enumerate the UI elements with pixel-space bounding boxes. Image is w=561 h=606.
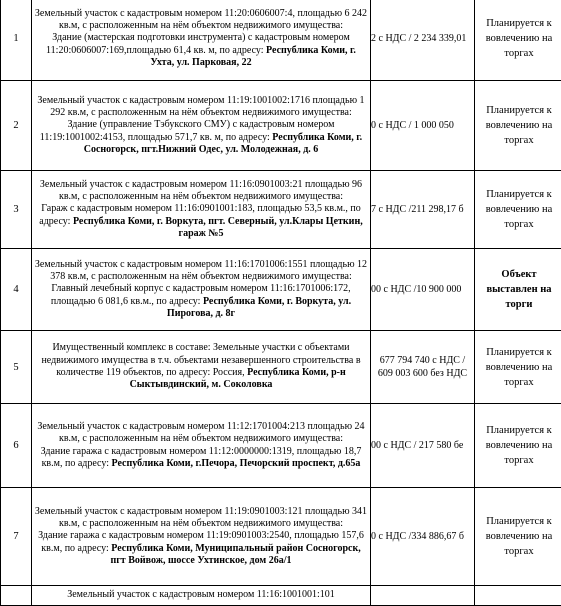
object-description-cell bbox=[32, 488, 371, 586]
price-value: 677 794 740 с НДС / 609 003 600 без НДС bbox=[371, 354, 474, 380]
object-address: Республика Коми, Муниципальный район Сосногорск, пгт Войвож, шоссе Ухтинское, дом 26а/1 bbox=[110, 543, 360, 566]
object-address: Республика Коми, г.Печора, Печорский проспект, д.65а bbox=[112, 458, 361, 469]
status-cell: Планируется к вовлечению на торгах bbox=[475, 488, 561, 586]
table-row bbox=[1, 0, 561, 81]
row-number: 6 bbox=[1, 404, 32, 488]
object-description: Земельный участок с кадастровым номером 11:16:1001001:101 bbox=[67, 589, 335, 600]
object-building: Главный лечебный корпус с кадастровым номером 11:16:1701006:172, площадью 6 081,6 кв.м., по адресу: bbox=[51, 283, 351, 306]
object-building: Здание гаража с кадастровым номером 11:12:0000000:1319, площадью 18,7 кв.м, по адресу: bbox=[41, 446, 362, 469]
row-number: 2 bbox=[1, 81, 32, 171]
object-description-cell bbox=[32, 404, 371, 488]
table-row bbox=[1, 586, 561, 606]
row-number: 7 bbox=[1, 488, 32, 586]
price-cell bbox=[371, 0, 475, 81]
status-cell: Объект выставлен на торги bbox=[475, 249, 561, 331]
object-description-cell bbox=[32, 0, 371, 81]
price-value: 0 с НДС /334 886,67 б bbox=[371, 530, 474, 543]
price-cell bbox=[371, 171, 475, 249]
object-description: Земельный участок с кадастровым номером 11:16:0901003:21 площадью 96 кв.м, с расположенным на нём объектом недвижимого имущества: bbox=[40, 179, 362, 202]
object-address: Республика Коми, р-н Сыктывдинский, м. Соколовка bbox=[130, 367, 346, 390]
price-cell bbox=[371, 404, 475, 488]
row-number: 4 bbox=[1, 249, 32, 331]
price-cell bbox=[371, 81, 475, 171]
status-cell bbox=[475, 586, 561, 606]
object-description-cell bbox=[32, 586, 371, 606]
price-value: 00 с НДС /10 900 000 bbox=[371, 283, 474, 296]
price-value: 0 с НДС / 1 000 050 bbox=[371, 119, 474, 132]
table-row bbox=[1, 331, 561, 404]
price-value: 7 с НДС /211 298,17 б bbox=[371, 203, 474, 216]
object-description: Земельный участок с кадастровым номером 11:16:1701006:1551 площадью 12 378 кв.м, с расположенным на нём объектом недвижимого имущества: bbox=[35, 259, 367, 282]
object-description: Имущественный комплекс в составе: Земельные участки с объектами недвижимого имущества в т.ч. объектами незавершенного строительства в количестве 119 объектов, по адресу: Россия, bbox=[41, 342, 360, 378]
table-row bbox=[1, 81, 561, 171]
row-number: 5 bbox=[1, 331, 32, 404]
object-address: Республика Коми, г. Сосногорск, пгт.Нижний Одес, ул. Молодежная, д. 6 bbox=[84, 132, 362, 155]
status-cell: Планируется к вовлечению на торгах bbox=[475, 0, 561, 81]
price-cell bbox=[371, 586, 475, 606]
object-building: Здание (управление Тэбукского СМУ) с кадастровым номером 11:19:1001002:4153, площадью 571,7 кв. м, по адресу: bbox=[40, 119, 335, 142]
row-number: 3 bbox=[1, 171, 32, 249]
object-description-cell bbox=[32, 81, 371, 171]
object-building: Гараж с кадастровым номером 11:16:0901001:183, площадью 53,5 кв.м., по адресу: bbox=[39, 203, 360, 226]
price-value: 2 с НДС / 2 234 339,01 bbox=[371, 32, 474, 45]
object-description: Земельный участок с кадастровым номером 11:20:0606007:4, площадью 6 242 кв.м, с расположенным на нём объектом недвижимого имущества: bbox=[35, 8, 367, 31]
object-address: Республика Коми, г. Воркута, пгт. Северный, ул.Клары Цеткин, гараж №5 bbox=[73, 216, 363, 239]
price-value: 00 с НДС / 217 580 бе bbox=[371, 439, 474, 452]
price-cell bbox=[371, 331, 475, 404]
object-description: Земельный участок с кадастровым номером 11:19:1001002:1716 площадью 1 292 кв.м, с расположенным на нём объектом недвижимого имущества: bbox=[37, 95, 364, 118]
status-cell: Планируется к вовлечению на торгах bbox=[475, 81, 561, 171]
price-cell bbox=[371, 488, 475, 586]
table-row bbox=[1, 171, 561, 249]
object-building: Здание гаража с кадастровым номером 11:19:0901003:2540, площадью 157,6 кв.м, по адресу: bbox=[38, 530, 364, 553]
table-row bbox=[1, 249, 561, 331]
object-address: Республика Коми, г. Ухта, ул. Парковая, 22 bbox=[150, 45, 356, 68]
status-cell: Планируется к вовлечению на торгах bbox=[475, 171, 561, 249]
table-row bbox=[1, 488, 561, 586]
object-description: Земельный участок с кадастровым номером 11:19:0901003:121 площадью 341 кв.м, с расположенным на нём объектом недвижимого имущества: bbox=[35, 506, 367, 529]
status-cell: Планируется к вовлечению на торгах bbox=[475, 331, 561, 404]
object-description-cell bbox=[32, 171, 371, 249]
object-description-cell bbox=[32, 249, 371, 331]
status-cell: Планируется к вовлечению на торгах bbox=[475, 404, 561, 488]
object-description-cell bbox=[32, 331, 371, 404]
object-building: Здание (мастерская подготовки инструмента) с кадастровым номером 11:20:0606007:169,площадью 61,4 кв. м, по адресу: bbox=[46, 32, 350, 55]
row-number: 1 bbox=[1, 0, 32, 81]
object-address: Республика Коми, г. Воркута, ул. Пирогова, д. 8г bbox=[167, 296, 351, 319]
table-row bbox=[1, 404, 561, 488]
price-cell bbox=[371, 249, 475, 331]
object-description: Земельный участок с кадастровым номером 11:12:1701004:213 площадью 24 кв.м, с расположенным на нём объектом недвижимого имущества: bbox=[37, 421, 364, 444]
row-number bbox=[1, 586, 32, 606]
